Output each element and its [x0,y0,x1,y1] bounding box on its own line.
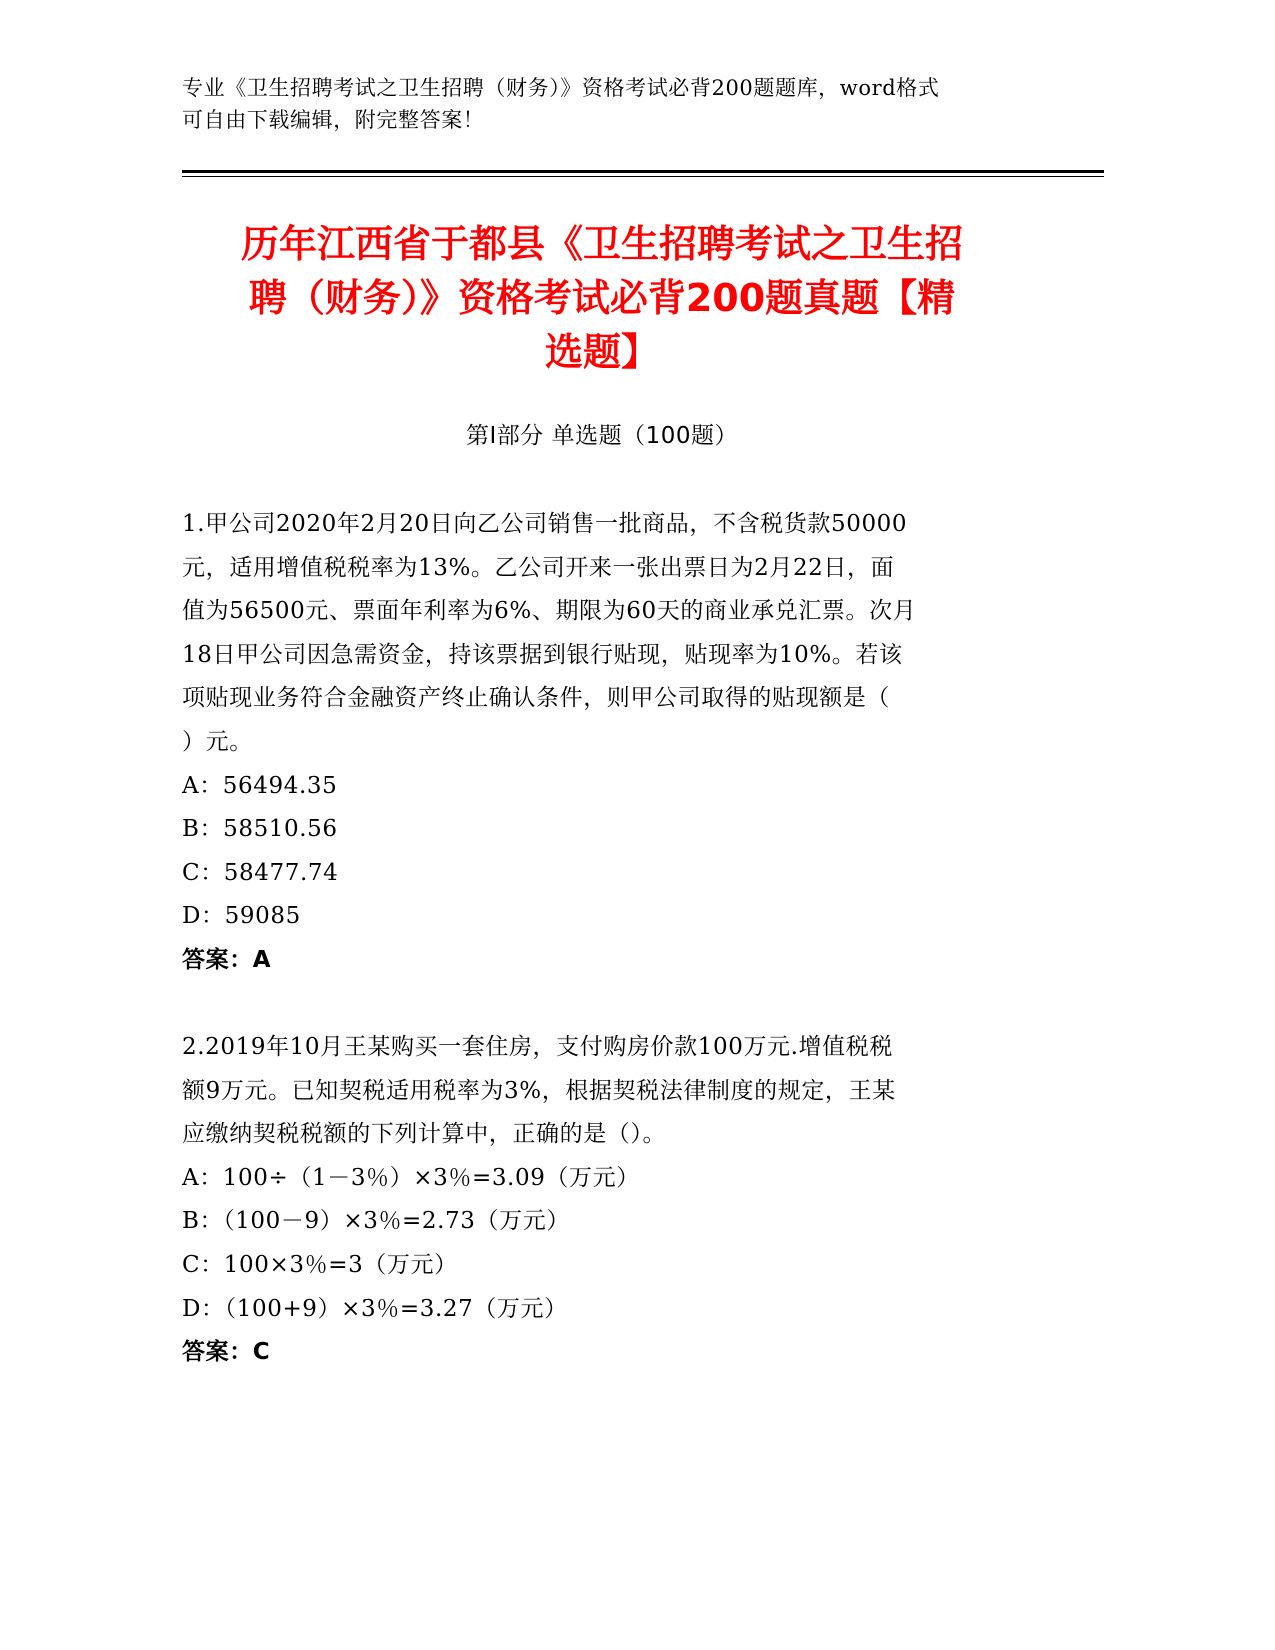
header-note [182,72,1042,136]
question-1 [182,503,1042,983]
header-divider-thin [182,176,1104,177]
option-c: C：58477.74 [182,859,339,886]
question-stem-line: 值为56500元、票面年利率为6%、期限为60天的商业承兑汇票。次月 [182,598,917,625]
option-a: A：56494.35 [182,772,338,799]
title-line-2: 聘（财务）》资格考试必背200题真题【精 [248,276,956,320]
option-d: D：59085 [182,903,301,930]
option-a: A：100÷（1－3％）×3％=3.09（万元） [182,1164,640,1191]
document-title [182,217,1022,379]
question-stem-line: ）元。 [182,728,253,755]
question-stem-line: 1.甲公司2020年2月20日向乙公司销售一批商品，不含税货款50000 [182,511,908,537]
section-heading: 第Ⅰ部分 单选题（100题） [466,423,738,449]
option-c: C：100×3％=3（万元） [182,1251,458,1278]
question-stem-line: 2.2019年10月王某购买一套住房，支付购房价款100万元.增值税税 [182,1034,893,1060]
answer-label: 答案：A [182,946,272,973]
option-d: D：（100+9）×3％=3.27（万元） [182,1295,568,1322]
option-b: B：58510.56 [182,816,338,843]
question-stem-line: 元，适用增值税税率为13%。乙公司开来一张出票日为2月22日，面 [182,554,895,581]
header-note-line-2: 可自由下载编辑，附完整答案！ [182,108,485,132]
question-stem-line: 项贴现业务符合金融资产终止确认条件，则甲公司取得的贴现额是（ [182,685,890,712]
question-stem-line: 18日甲公司因急需资金，持该票据到银行贴现，贴现率为10%。若该 [182,641,903,668]
question-2 [182,1026,1042,1375]
question-stem-line: 额9万元。已知契税适用税率为3%，根据契税法律制度的规定，王某 [182,1077,896,1104]
title-line-1: 历年江西省于都县《卫生招聘考试之卫生招 [240,222,963,266]
answer-label: 答案：C [182,1339,271,1366]
question-stem-line: 应缴纳契税税额的下列计算中，正确的是（）。 [182,1121,667,1148]
title-line-3: 选题】 [544,330,659,374]
header-divider-thick [182,170,1104,173]
header-note-line-1: 专业《卫生招聘考试之卫生招聘（财务）》资格考试必背200题题库，word格式 [182,76,940,100]
option-b: B：（100－9）×3％=2.73（万元） [182,1208,570,1235]
